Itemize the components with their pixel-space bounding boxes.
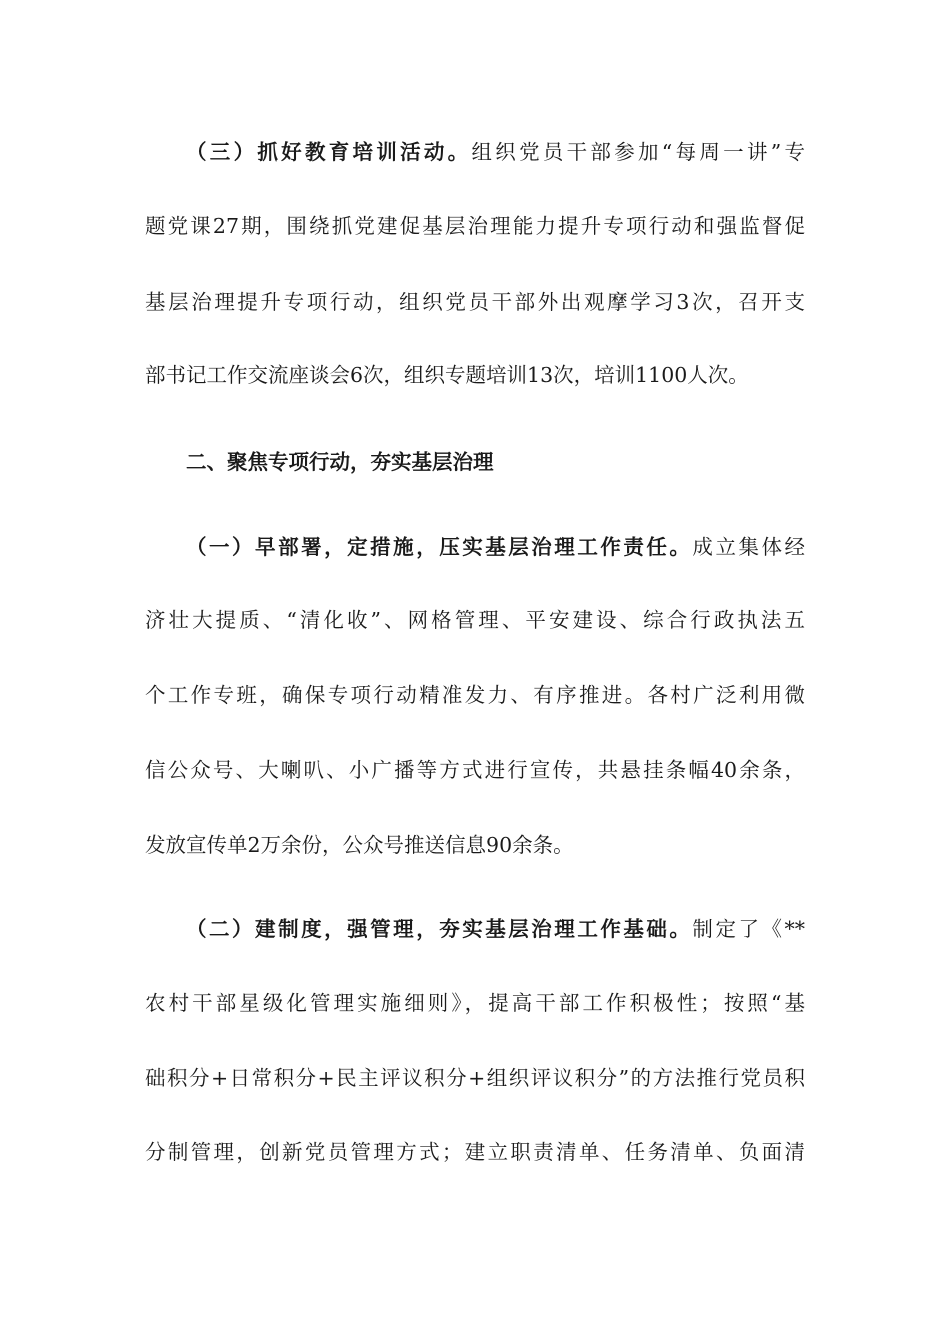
section-heading-special-actions: 二、聚焦专项行动，夯实基层治理 [186,450,494,474]
paragraph-deployment-line-4: 信公众号、大喇叭、小广播等方式进行宣传，共悬挂条幅40余条， [145,758,805,782]
paragraph-education-training-line-4: 部书记工作交流座谈会6次，组织专题培训13次，培训1100人次。 [145,363,749,387]
paragraph-heading-education-training: （三）抓好教育培训活动。 [186,140,472,164]
paragraph-system-building-line-4: 分制管理，创新党员管理方式；建立职责清单、任务清单、负面清 [145,1140,805,1164]
paragraph-deployment-line-2: 济壮大提质、“清化收”、网格管理、平安建设、综合行政执法五 [145,608,805,632]
paragraph-education-training-line-1 [186,132,805,172]
paragraph-system-building-line-3: 础积分+日常积分+民主评议积分+组织评议积分”的方法推行党员积 [145,1066,805,1090]
paragraph-deployment-line-3: 个工作专班，确保专项行动精准发力、有序推进。各村广泛利用微 [145,683,805,707]
paragraph-heading-deployment: （一）早部署，定措施，压实基层治理工作责任。 [186,535,693,559]
paragraph-text: 制定了《** [692,917,805,941]
paragraph-education-training-line-2: 题党课27期，围绕抓党建促基层治理能力提升专项行动和强监督促 [145,214,805,238]
paragraph-education-training-line-3: 基层治理提升专项行动，组织党员干部外出观摩学习3次，召开支 [145,290,805,314]
paragraph-heading-system-building: （二）建制度，强管理，夯实基层治理工作基础。 [186,917,693,941]
paragraph-text: 成立集体经 [692,535,805,559]
paragraph-deployment-line-5: 发放宣传单2万余份，公众号推送信息90余条。 [145,833,574,857]
paragraph-system-building-line-1 [186,909,805,949]
paragraph-text: 组织党员干部参加“每周一讲”专 [471,140,805,164]
paragraph-system-building-line-2: 农村干部星级化管理实施细则》，提高干部工作积极性；按照“基 [145,991,805,1015]
paragraph-deployment-line-1 [186,527,805,567]
